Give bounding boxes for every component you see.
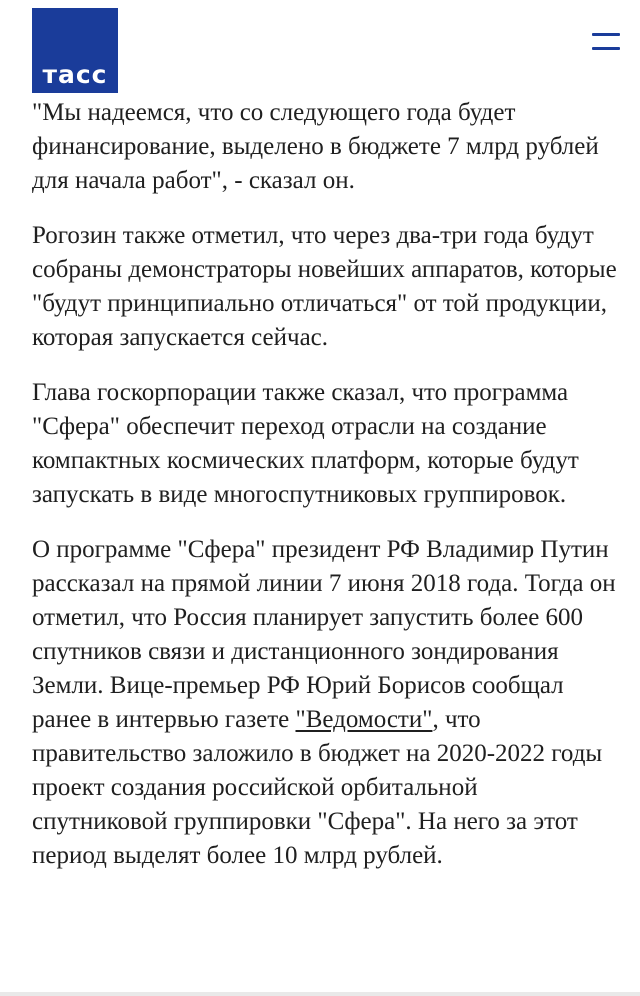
top-bar [0, 0, 640, 88]
article-paragraph-2: Рогозин также отметил, что через два-три года будут собраны демонстраторы новейших аппаратов, которые "будут принципиально отличаться" от той продукции, которая запускается сейчас. [32, 222, 617, 351]
menu-line [592, 47, 620, 50]
paragraph-4-text-start: О программе "Сфера" президент РФ Владимир Путин рассказал на прямой линии 7 июня 2018 года. Тогда он отметил, что Россия планирует запустить более 600 спутников связи и дистанционного зондирования Земли. Вице-премьер РФ Юрий Борисов сообщал ранее в интервью газете [32, 536, 616, 733]
paragraph-4-text-end: , что правительство заложило в бюджет на 2020-2022 годы проект создания российской орбитальной спутниковой группировки "Сфера". На него за этот период выделят более 10 млрд рублей. [32, 706, 603, 869]
menu-line [592, 33, 620, 36]
article-paragraph-3: Глава госкорпорации также сказал, что программа "Сфера" обеспечит переход отрасли на создание компактных космических платформ, которые будут запускать в виде многоспутниковых группировок. [32, 379, 579, 508]
logo-text: тасс [42, 60, 108, 89]
article-body [32, 96, 617, 894]
bottom-divider [0, 992, 640, 996]
vedomosti-link[interactable]: "Ведомости" [295, 706, 433, 733]
hamburger-menu-icon[interactable] [588, 28, 624, 56]
article-paragraph-1: "Мы надеемся, что со следующего года будет финансирование, выделено в бюджете 7 млрд рублей для начала работ", - сказал он. [32, 99, 599, 194]
article-paragraph-4 [32, 533, 617, 873]
tass-logo[interactable] [32, 8, 118, 93]
